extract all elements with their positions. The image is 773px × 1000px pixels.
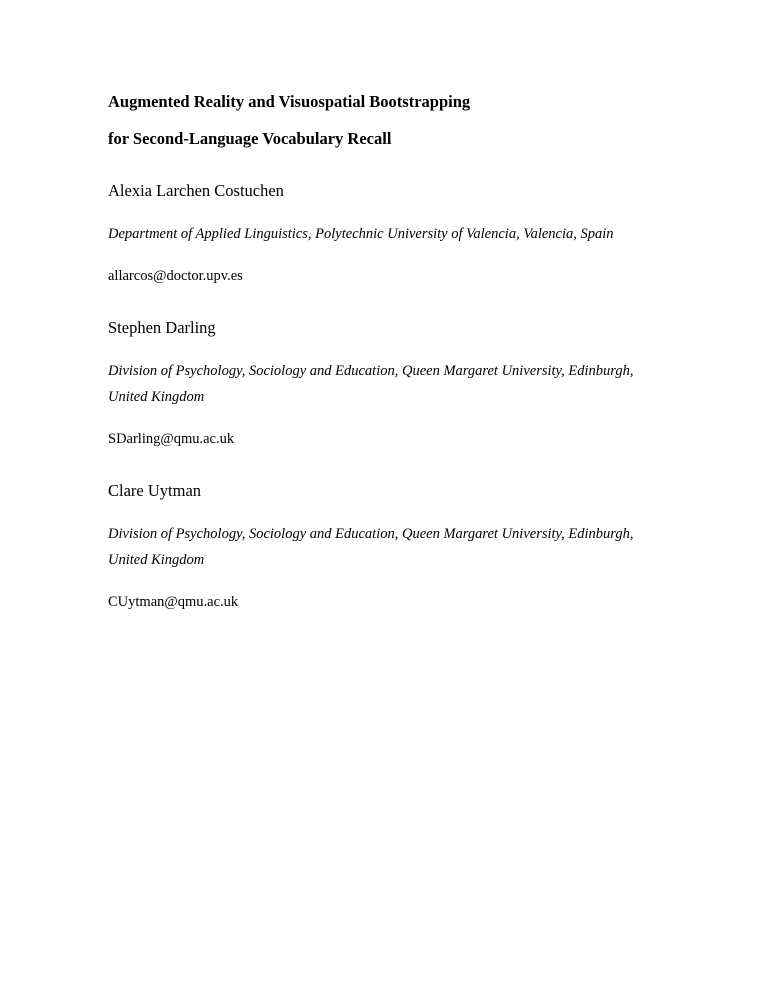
author-name: Alexia Larchen Costuchen	[108, 181, 284, 200]
author-email: allarcos@doctor.upv.es	[108, 268, 243, 284]
author-affiliation: Division of Psychology, Sociology and Education, Queen Margaret University, Edinburgh,	[108, 526, 634, 542]
paper-title-line-2: for Second-Language Vocabulary Recall	[108, 129, 392, 148]
author-name: Clare Uytman	[108, 481, 202, 500]
author-affiliation: Department of Applied Linguistics, Polytechnic University of Valencia, Valencia, Spain	[108, 226, 614, 242]
author-affiliation: Division of Psychology, Sociology and Education, Queen Margaret University, Edinburgh,	[108, 363, 634, 379]
author-name: Stephen Darling	[108, 318, 216, 337]
author-affiliation: United Kingdom	[108, 389, 205, 405]
author-affiliation: United Kingdom	[108, 552, 205, 568]
author-email: SDarling@qmu.ac.uk	[108, 431, 235, 447]
paper-title-line-1: Augmented Reality and Visuospatial Bootstrapping	[108, 92, 471, 111]
author-email: CUytman@qmu.ac.uk	[108, 594, 239, 610]
